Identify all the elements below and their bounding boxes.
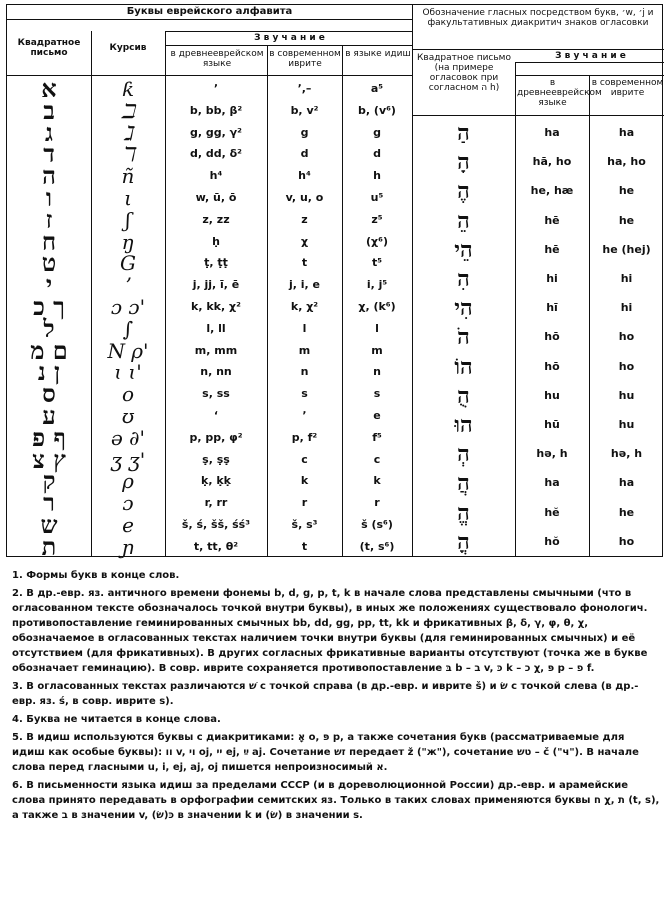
header-v-sound: З в у ч а н и е [555,51,626,61]
square-letter: ל [43,313,55,343]
ancient-sound: t, tt, θ² [193,539,239,553]
footnote: 6. В письменности языка идиш за пределами СССР (и в дореволюционной России) др.-евр. и арамейские слова принято передавать в орфографии семитских яз. Только в таких словах применяются буквы ח χ, ת (t, s), а также ב в значении v, כּ(שׂ) в значении k и (שׂ) в значении s. [12,780,660,821]
cursive-letter: ι [124,186,132,210]
cursive-letter: ŋ [121,229,135,254]
vowel-letter: הוּ [454,412,473,438]
vowel-ancient-sound: ha [544,126,560,139]
yiddish-sound: g [373,125,381,139]
modern-sound: r [301,496,308,510]
ancient-sound: ʻ [213,409,219,422]
square-letter: ם מ [30,335,68,365]
modern-sound: d [300,147,309,161]
vowel-modern-sound: he [618,184,635,198]
vowel-letter: הֹ [457,324,470,351]
header-v-ancient: в древнееврейском языке [517,78,602,108]
vowel-ancient-sound: hu [544,388,560,402]
yiddish-sound: i, j⁵ [366,278,388,292]
modern-sound: l [302,321,307,335]
cursive-letter: G [120,251,136,276]
yiddish-sound: m [371,343,383,357]
footnote: 4. Буква не читается в конце слова. [12,714,221,725]
vowel-letter: הָ [457,149,470,176]
yiddish-sound: f⁵ [372,430,382,444]
cursive-letter: ʒ ʒ' [110,447,146,472]
vowel-modern-sound: he [618,505,635,519]
yiddish-sound: z⁵ [371,212,383,226]
ancient-sound: r, rr [204,496,228,510]
ancient-sound: l, ll [206,321,226,335]
header-bottom [412,115,664,116]
ancient-sound: k, kk, χ² [191,300,241,313]
vowel-letter: הֻ [457,382,470,409]
vowel-letter: הַ [457,120,470,146]
vowel-modern-sound: ha [618,126,635,139]
alphabet-table [6,4,664,561]
vowel-ancient-sound: hē [544,213,560,227]
footnote: 1. Формы букв в конце слов. [12,570,180,581]
square-letter: ף פ [32,422,66,452]
cursive-letter: ∫ [122,316,134,341]
square-letter: ס [42,379,56,409]
vowel-modern-sound: he [618,213,635,227]
table-title: Буквы еврейского алфавита [126,6,293,17]
header-bottom [7,75,412,76]
vowel-letter: הֵי [454,236,473,263]
square-letter: ה [42,161,56,191]
vowel-ancient-sound: hō [544,359,560,373]
cursive-letter: ρ [122,469,134,494]
ancient-sound: z, zz [202,212,230,226]
cursive-letter: ɔ [122,491,134,516]
modern-sound: t [301,539,308,553]
cursive-letter: ℷ [123,120,133,145]
vowel-letter: הִי [454,295,473,322]
square-letter: ב [43,95,55,125]
footnote: 3. В огласованных текстах различаются שׁ с точкой справа (в др.-евр. и иврите š) и שׂ с точкой слева (в др.-евр. яз. ś, в совр. иврите s). [12,681,639,707]
vowel-letter: הֳ [457,528,470,555]
square-letter: ש [40,510,58,539]
row-divider [515,75,664,76]
vowel-modern-sound: ha [618,476,635,490]
modern-sound: n [300,365,309,379]
vowel-ancient-sound: hŏ [544,534,560,548]
vowel-modern-sound: hu [618,388,635,402]
cursive-letter: ɲ [121,534,135,559]
footnote: 2. В др.-евр. яз. античного времени фонемы b, d, g, p, t, k в начале слова представлены смычными (что в огласованном тексте обозначалось точкой внутри буквы), в иных же положениях существовало фонологич. противопоставление геминированных смычных bb, dd, gg, pp, tt, kk и фрикативных β, δ, γ, φ, θ, χ, обозначаемое в огласованных текстах наличием точки внутри буквы (для геминированных смычных) и её отсутствием (для фрикативных). В других согласных фрикативные варианты отсутствуют (точка же в букве обозначает геминацию). В совр. иврите сохраняется противопоставление בּ b – ב v, כּ k – כ χ, פּ p – פ f. [12,588,648,674]
vowel-letter: הְ [457,441,470,468]
modern-sound: χ [300,234,309,248]
modern-sound: t [301,256,308,270]
cursive-letter: ñ [121,164,135,189]
header-v-modern: в современном иврите [591,78,664,98]
square-letter: ו [45,183,53,212]
ancient-sound: j, jj, ī, ē [192,278,240,292]
ancient-sound: s, ss [202,387,230,401]
ancient-sound: g, gg, γ² [190,125,242,139]
cursive-letter: ə ∂' [110,425,146,450]
vowel-ancient-sound: hū [544,418,560,431]
square-letter: ן נ [37,357,61,387]
vowel-ancient-sound: hī [546,301,558,315]
vowel-ancient-sound: hā, ho [532,155,572,169]
ancient-sound: n, nn [200,365,232,379]
ancient-sound: w, ū, ō [195,191,237,204]
cursive-letter: ɩ ɩ' [114,360,142,385]
modern-sound: b, v² [290,103,319,117]
yiddish-sound: (χ⁶) [366,234,388,248]
vowel-modern-sound: hi [620,301,633,315]
vowel-modern-sound: hu [618,418,635,431]
row-divider [165,31,412,32]
modern-sound: m [298,343,311,357]
square-letter: ת [41,531,57,561]
square-letter: ז [45,204,53,234]
yiddish-sound: (t, s⁶) [359,539,395,553]
cursive-letter: ℸ [121,142,135,167]
modern-sound: v, u, o [285,191,324,204]
yiddish-sound: r [374,496,380,510]
square-letter: ד [43,139,55,169]
ancient-sound: p, pp, φ² [189,430,243,444]
yiddish-sound: c [373,452,381,466]
cursive-letter: ƙ [121,77,135,101]
modern-sound: j, i, e [288,278,321,292]
modern-sound: ʼ,– [297,82,312,95]
yiddish-sound: d [373,147,381,161]
cursive-letter: ɔ ɔ' [110,295,146,319]
cursive-letter: ʼ [124,273,132,298]
modern-sound: k, χ² [290,300,319,313]
yiddish-sound: e [373,409,381,422]
vowel-ancient-sound: ha [544,476,560,490]
modern-sound: h⁴ [298,169,311,183]
cursive-letter: ℶ [121,98,135,123]
right-title: Обозначение гласных посредством букв, ׳w, ׳j и факультативных диакритич знаков огласовки [422,8,654,28]
vowel-modern-sound: hi [620,272,633,285]
header-v-square: Квадратное письмо (на примере огласовок при согласном ה h) [417,53,511,93]
vowel-modern-sound: hə, h [610,447,643,461]
cursive-letter: N ρ' [107,338,149,363]
footnote: 5. В идиш используются буквы с диакритиками: אָ o, פּ p, а также сочетания букв (рассматриваемые для идиш как особые буквы): וו v, וי oj, יי ej, ײַ aj. Сочетание זש передает ž ("ж"), сочетание טש – č ("ч"). В начале слова перед гласными u, i, ej, aj, oj пишется непроизносимый א. [12,732,639,773]
square-letter: ט [41,248,57,278]
yiddish-sound: u⁵ [370,191,384,204]
square-letter: א [41,74,57,103]
vowel-ancient-sound: hĕ [544,505,560,519]
header-modern: в современном иврите [269,49,341,69]
square-letter: ג [45,117,53,147]
vowel-modern-sound: ho [618,330,635,344]
footnotes [12,568,660,826]
header-sound: З в у ч а н и е [254,33,325,43]
modern-sound: p, f² [291,430,318,444]
vowel-modern-sound: ha, ho [607,155,646,169]
row-divider [165,45,412,46]
row-divider [412,49,664,50]
row-divider [7,19,412,20]
yiddish-sound: s [373,387,381,401]
square-letter: ך כ [33,292,65,321]
square-letter: ר [43,488,55,518]
vowel-ancient-sound: hō [544,330,560,344]
yiddish-sound: a⁵ [370,82,384,95]
modern-sound: š, s³ [291,518,318,531]
ancient-sound: ṣ, ṣṣ [202,452,230,466]
ancient-sound: h⁴ [209,169,223,183]
modern-sound: z [301,212,308,226]
ancient-sound: ʼ [213,82,219,95]
vowel-letter: הֶ [457,178,470,205]
vowel-letter: הִ [457,266,470,292]
header-cursive: Курсив [109,43,147,53]
modern-sound: ʼ [302,409,307,422]
vowel-ancient-sound: hə, h [536,447,568,461]
ancient-sound: š, ś, šš, śś³ [181,518,251,531]
yiddish-sound: b, (v⁶) [358,103,396,117]
ancient-sound: ḥ [212,234,220,248]
vowel-letter: הֲ [457,470,470,497]
vowel-modern-sound: ho [618,534,635,548]
yiddish-sound: n [373,365,381,379]
cursive-letter: ʊ [121,404,135,428]
square-letter: י [45,270,53,300]
vowel-ancient-sound: hi [546,272,558,285]
cursive-letter: ʃ [125,207,131,232]
modern-sound: k [300,474,309,488]
square-letter: ע [42,401,56,430]
square-letter: ק [42,466,56,496]
vowel-ancient-sound: hē [544,242,560,256]
modern-sound: s [301,387,308,401]
header-ancient: в древнееврейском языке [170,49,264,69]
square-letter: ץ צ [32,444,66,474]
yiddish-sound: h [373,169,381,183]
yiddish-sound: l [375,321,379,335]
vowel-letter: הֱ [457,499,470,526]
yiddish-sound: t⁵ [371,256,383,270]
row-divider [515,62,664,63]
modern-sound: c [301,452,308,466]
vowel-letter: הוֹ [454,353,473,380]
ancient-sound: b, bb, β² [189,103,243,117]
vowel-modern-sound: ho [618,359,635,373]
cursive-letter: ο [121,382,135,407]
vowel-letter: הֵ [457,207,470,234]
yiddish-sound: χ, (k⁶) [358,300,396,313]
vowel-ancient-sound: he, hæ [530,184,574,198]
cursive-letter: e [122,513,134,537]
header-yiddish: в языке идиш [345,49,411,59]
ancient-sound: d, dd, δ² [189,147,242,161]
header-square: Квадратное письмо [17,38,81,58]
square-letter: ח [41,226,57,256]
ancient-sound: m, mm [194,343,238,357]
vowel-modern-sound: he (hej) [602,242,651,256]
yiddish-sound: k [373,474,381,488]
ancient-sound: ḳ, ḳḳ [201,474,231,488]
ancient-sound: ṭ, ṭṭ [204,256,228,270]
modern-sound: g [300,125,309,139]
yiddish-sound: š (s⁶) [361,518,393,531]
